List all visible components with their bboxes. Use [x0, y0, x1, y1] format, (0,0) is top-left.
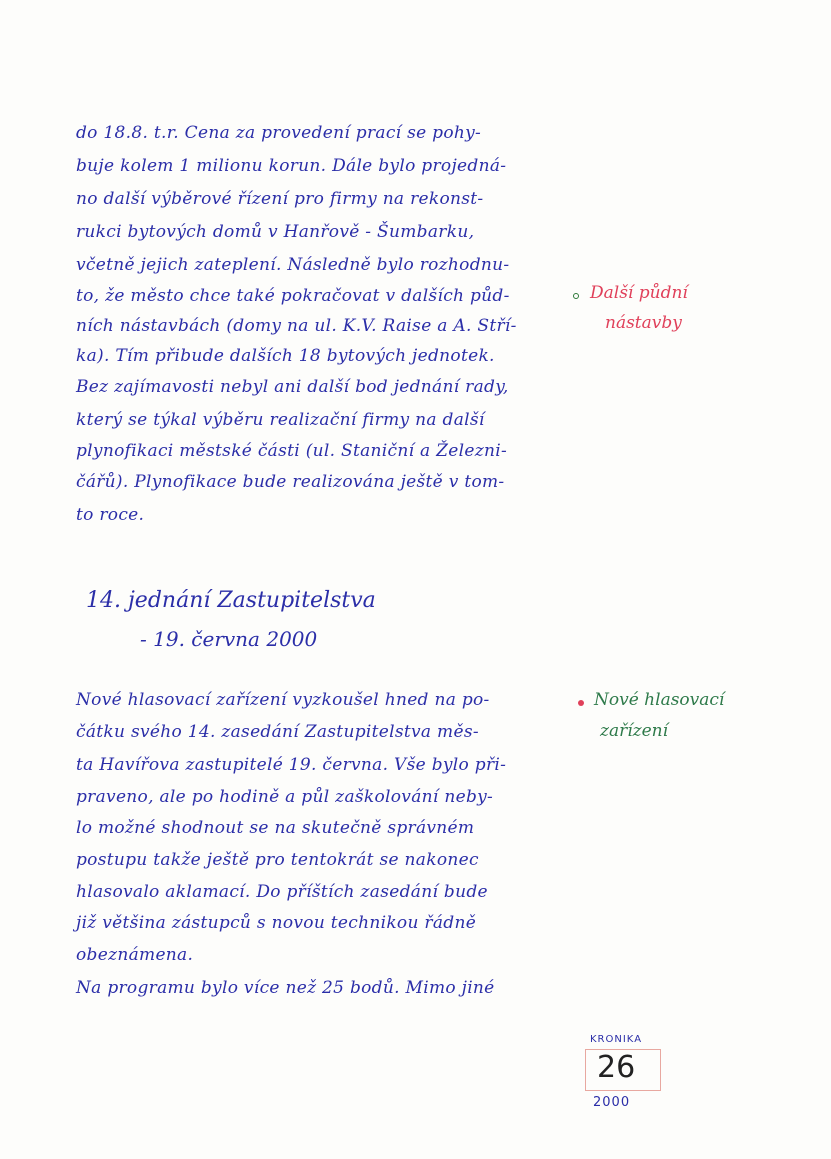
margin-note-line: nástavby: [605, 313, 682, 333]
body-line: ta Havířova zastupitelé 19. června. Vše bylo při-: [76, 755, 507, 775]
body-line: Bez zajímavosti nebyl ani další bod jednání rady,: [76, 377, 509, 397]
body-line: lo možné shodnout se na skutečně správném: [76, 818, 475, 838]
section-heading-date: - 19. června 2000: [140, 627, 318, 651]
bullet-icon: [578, 700, 584, 706]
body-line: no další výběrové řízení pro firmy na rekonst-: [76, 189, 484, 209]
body-line: již většina zástupců s novou technikou řádně: [76, 913, 477, 933]
stamp-label: KRONIKA: [590, 1034, 643, 1045]
body-line: postupu takže ještě pro tentokrát se nakonec: [76, 850, 479, 870]
body-line: který se týkal výběru realizační firmy na další: [76, 410, 485, 430]
body-line: včetně jejich zateplení. Následně bylo rozhodnu-: [76, 255, 510, 275]
body-line: rukci bytových domů v Hanřově - Šumbarku,: [76, 222, 475, 242]
body-line: praveno, ale po hodině a půl zaškolování neby-: [76, 787, 494, 807]
body-line: obeznámena.: [76, 945, 194, 965]
body-line: buje kolem 1 milionu korun. Dále bylo projedná-: [76, 156, 507, 176]
margin-note-line: Další půdní: [590, 283, 688, 303]
body-line: to roce.: [76, 505, 145, 525]
stamp-year: 2000: [593, 1095, 631, 1110]
body-line: plynofikaci městské části (ul. Staniční a Železni-: [76, 441, 508, 461]
body-line: do 18.8. t.r. Cena za provedení prací se pohy-: [76, 123, 482, 143]
margin-note-line: Nové hlasovací: [594, 690, 725, 710]
page-number: 26: [597, 1050, 636, 1085]
body-line: čářů). Plynofikace bude realizována ještě v tom-: [76, 472, 505, 492]
body-line: ních nástavbách (domy na ul. K.V. Raise a A. Stří-: [76, 316, 517, 336]
body-line: čátku svého 14. zasedání Zastupitelstva měs-: [76, 722, 479, 742]
margin-note-line: zařízení: [600, 721, 669, 741]
body-line: ka). Tím přibude dalších 18 bytových jednotek.: [76, 346, 495, 366]
body-line: Na programu bylo více než 25 bodů. Mimo jiné: [76, 978, 495, 998]
body-line: Nové hlasovací zařízení vyzkoušel hned na po-: [76, 690, 490, 710]
section-heading: 14. jednání Zastupitelstva: [86, 588, 376, 613]
body-line: hlasovalo aklamací. Do příštích zasedání bude: [76, 882, 488, 902]
body-line: to, že město chce také pokračovat v dalších půd-: [76, 286, 510, 306]
bullet-icon: [573, 293, 579, 299]
